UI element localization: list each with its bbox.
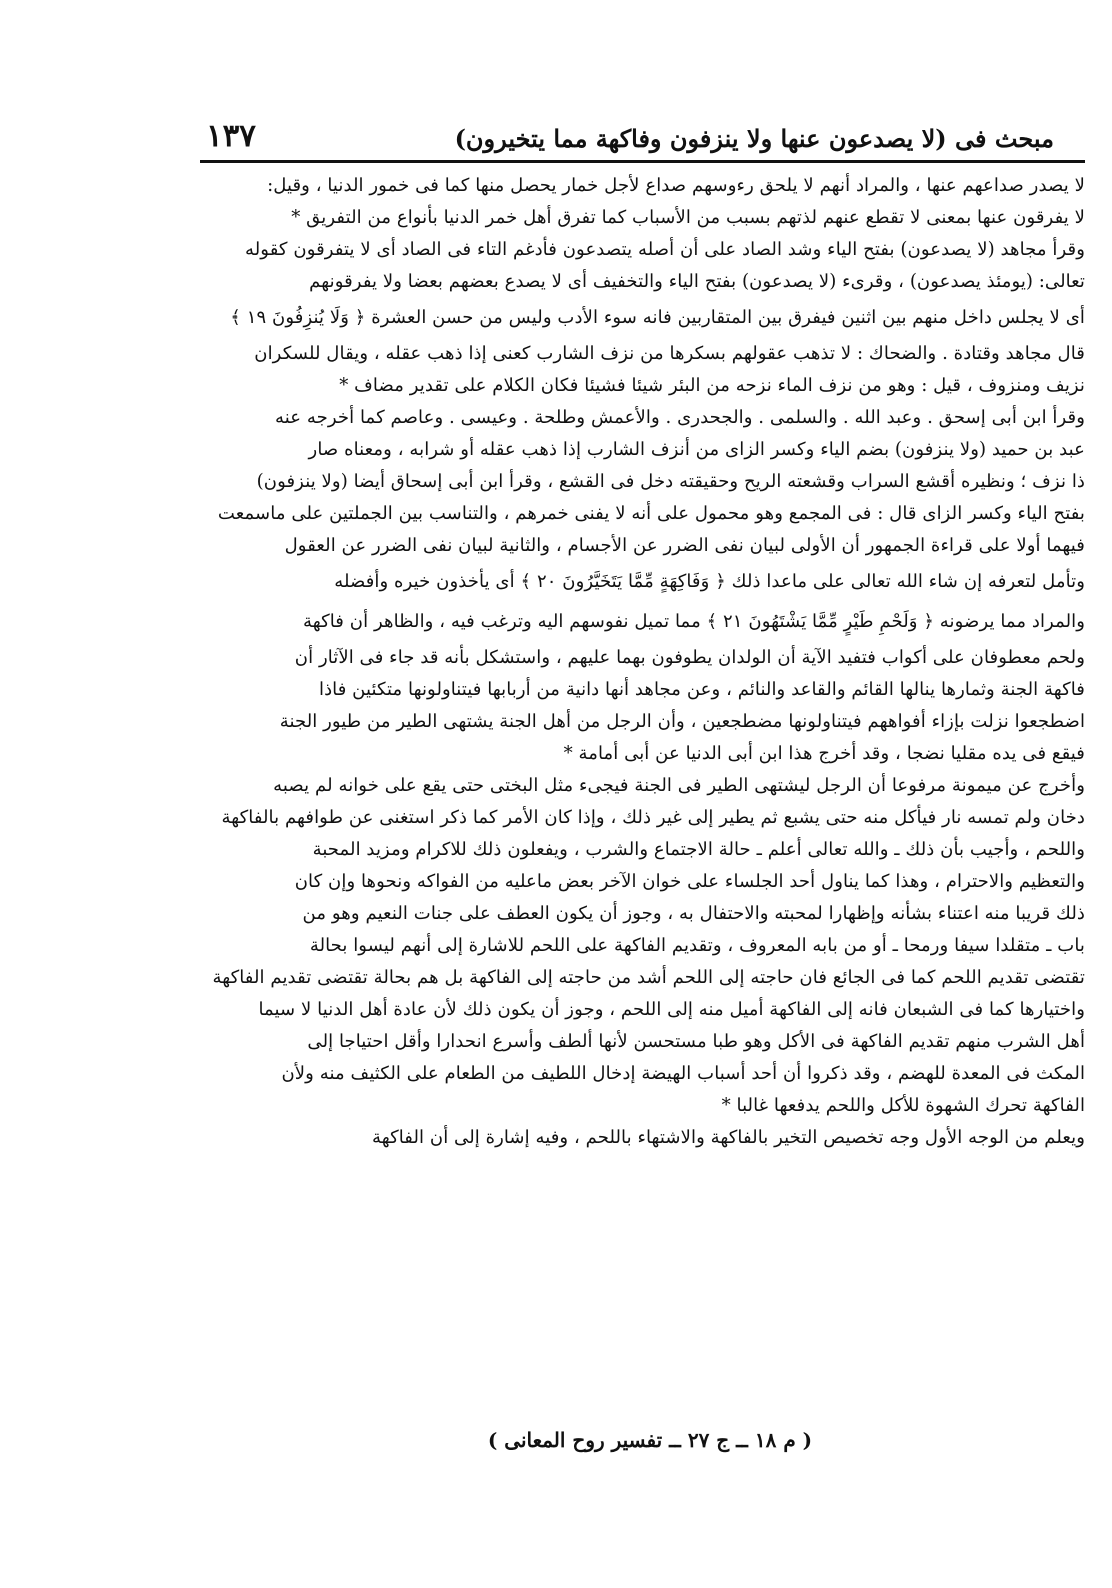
text-line: نزيف ومنزوف ، قيل : وهو من نزف الماء نزحه من البئر شيئا فشيئا فكان الكلام على تقدير مضاف * xyxy=(339,375,1085,396)
text-line: ذلك قريبا منه اعتناء بشأنه وإظهارا لمحبته والاحتفال به ، وجوز أن يكون العطف على جنات النعيم وهو من xyxy=(302,903,1085,924)
text-line: لا يصدر صداعهم عنها ، والمراد أنهم لا يلحق رءوسهم صداع لأجل خمار يحصل منها كما فى خمور الدنيا ، وقيل: xyxy=(267,175,1085,196)
text-line: ويعلم من الوجه الأول وجه تخصيص التخير بالفاكهة والاشتهاء باللحم ، وفيه إشارة إلى أن الفاكهة xyxy=(371,1127,1085,1148)
text-line: واللحم ، وأجيب بأن ذلك ـ والله تعالى أعلم ـ حالة الاجتماع والشرب ، ويفعلون ذلك للاكرام ومزيد المحبة xyxy=(312,839,1085,860)
text-line: والتعظيم والاحترام ، وهذا كما يناول أحد الجلساء على خوان الآخر بعض ماعليه من الفواكه ونحوها وإن كان xyxy=(294,871,1085,892)
text-line: فيقع فى يده مقليا نضجا ، وقد أخرج هذا ابن أبى الدنيا عن أبى أمامة * xyxy=(563,743,1085,764)
text-line: المكث فى المعدة للهضم ، وقد ذكروا أن أحد أسباب الهيضة إدخال اللطيف من الطعام على الكثيف منه ولأن xyxy=(281,1063,1085,1084)
text-line: والمراد مما يرضونه ﴿ وَلَحْمِ طَيْرٍ مِّمَّا يَشْتَهُونَ ٢١ ﴾ مما تميل نفوسهم اليه وترغب فيه ، والظاهر أن فاكهة xyxy=(302,611,1085,632)
text-line: بفتح الياء وكسر الزاى قال : فى المجمع وهو محمول على أنه لا يفنى خمرهم ، والتناسب بين الجملتين على ماسمعت xyxy=(217,503,1085,524)
text-line: وأخرج عن ميمونة مرفوعا أن الرجل ليشتهى الطير فى الجنة فيجىء مثل البختى حتى يقع على خوانه لم يصبه xyxy=(273,775,1085,796)
text-line: واختيارها كما فى الشبعان فانه إلى الفاكهة أميل منه إلى اللحم ، وجوز أن يكون ذلك لأن عادة أهل الدنيا لا سيما xyxy=(258,999,1085,1020)
text-line: اضطجعوا نزلت بإزاء أفواههم فيتناولونها مضطجعين ، وأن الرجل من أهل الجنة يشتهى الطير من طيور الجنة xyxy=(279,711,1085,732)
text-line: فيهما أولا على قراءة الجمهور أن الأولى لبيان نفى الضرر عن الأجسام ، والثانية لبيان نفى الضرر عن العقول xyxy=(284,535,1085,556)
running-title: مبحث فى (لا يصدعون عنها ولا ينزفون وفاكهة مما يتخيرون) xyxy=(454,124,1054,153)
text-line: وقرأ ابن أبى إسحق . وعبد الله . والسلمى . والجحدرى . والأعمش وطلحة . وعيسى . وعاصم كما أخرجه عنه xyxy=(275,407,1085,428)
text-line: فاكهة الجنة وثمارها ينالها القائم والقاعد والنائم ، وعن مجاهد أنها دانية من أربابها فيتناولونها متكئين فاذا xyxy=(319,679,1085,700)
text-line: وقرأ مجاهد (لا يصدعون) بفتح الياء وشد الصاد على أن أصله يتصدعون فأدغم التاء فى الصاد أى لا يتفرقون كقوله xyxy=(245,239,1085,260)
text-line: لا يفرقون عنها بمعنى لا تقطع عنهم لذتهم بسبب من الأسباب كما تفرق أهل خمر الدنيا بأنواع من التفريق * xyxy=(291,207,1085,228)
text-line: أى لا يجلس داخل منهم بين اثنين فيفرق بين المتقاربين فانه سوء الأدب وليس من حسن العشرة ﴿ وَلَا يُنزِفُونَ ١٩ ﴾ xyxy=(230,307,1085,328)
text-line: ذا نزف ؛ ونظيره أقشع السراب وقشعته الريح وحقيقته دخل فى القشع ، وقرأ ابن أبى إسحاق أيضا (ولا ينزفون) xyxy=(256,471,1085,492)
text-line: وتأمل لتعرفه إن شاء الله تعالى على ماعدا ذلك ﴿ وَفَاكِهَةٍ مِّمَّا يَتَخَيَّرُونَ ٢٠ ﴾ أى يأخذون خيره وأفضله xyxy=(334,571,1085,592)
text-line: قال مجاهد وقتادة . والضحاك : لا تذهب عقولهم بسكرها من نزف الشارب كعنى إذا ذهب عقله ، ويقال للسكران xyxy=(254,343,1085,364)
page-number: ١٣٧ xyxy=(206,118,256,154)
text-line: ولحم معطوفان على أكواب فتفيد الآية أن الولدان يطوفون بهما عليهم ، واستشكل بأنه قد جاء فى الآثار أن xyxy=(294,647,1085,668)
text-line: تعالى: (يومئذ يصدعون) ، وقرىء (لا يصدعون) بفتح الياء والتخفيف أى لا يصدع بعضهم بعضا ولا يفرقونهم xyxy=(309,271,1085,292)
text-line: دخان ولم تمسه نار فيأكل منه حتى يشبع ثم يطير إلى غير ذلك ، وإذا كان الأمر كما ذكر استغنى عن طوافهم بالفاكهة xyxy=(221,807,1085,828)
text-line: تقتضى تقديم اللحم كما فى الجائع فان حاجته إلى اللحم أشد من حاجته إلى الفاكهة بل هم بحالة تقتضى تقديم الفاكهة xyxy=(212,967,1085,988)
header-rule xyxy=(200,160,1085,163)
text-line: أهل الشرب منهم تقديم الفاكهة فى الأكل وهو طبا مستحسن لأنها ألطف وأسرع انحدارا وأقل احتياجا إلى xyxy=(307,1031,1085,1052)
page-footer: ( م ١٨ ــ ج ٢٧ ــ تفسير روح المعانى ) xyxy=(487,1428,813,1452)
text-line: باب ـ متقلدا سيفا ورمحا ـ أو من بابه المعروف ، وتقديم الفاكهة على اللحم للاشارة إلى أنهم ليسوا بحالة xyxy=(309,935,1085,956)
text-line: عبد بن حميد (ولا ينزفون) بضم الياء وكسر الزاى من أنزف الشارب إذا ذهب عقله أو شرابه ، ومعناه صار xyxy=(308,439,1085,460)
text-line: الفاكهة تحرك الشهوة للأكل واللحم يدفعها غالبا * xyxy=(721,1095,1085,1116)
page-header xyxy=(196,118,1088,162)
body-text xyxy=(205,170,1085,1154)
